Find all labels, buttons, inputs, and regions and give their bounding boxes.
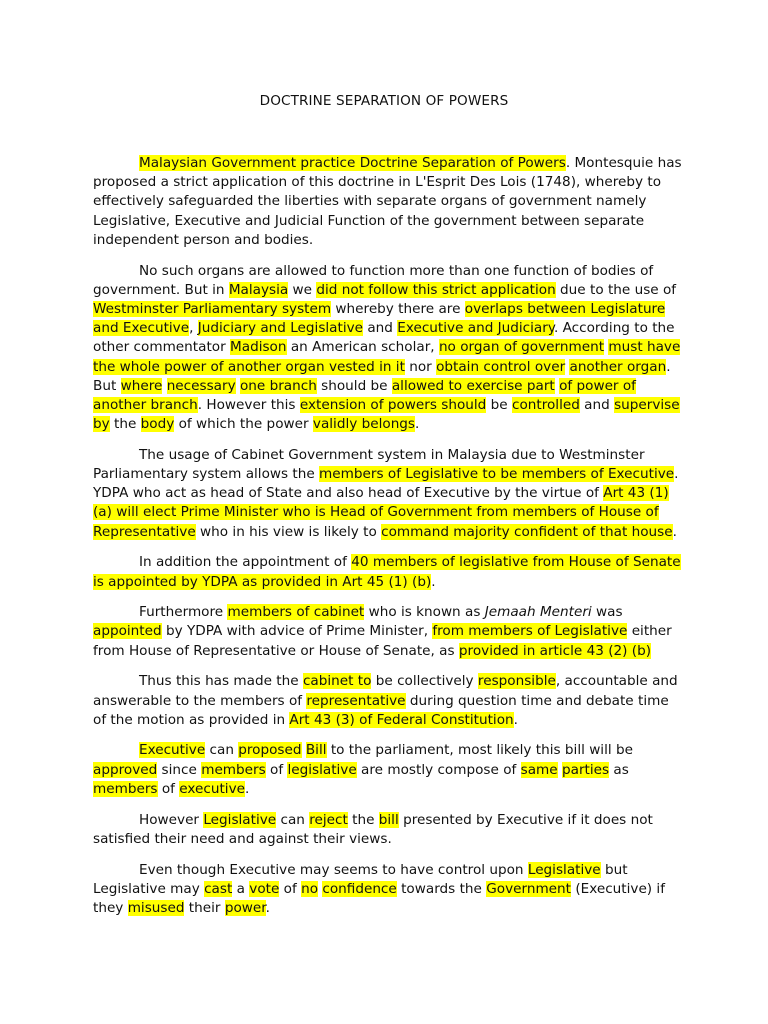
highlighted-text: from members of Legislative (432, 623, 628, 640)
text-run: . Montesquie has proposed a strict application of this doctrine in L'Esprit Des Lois (1748), whereby to effectively safeguarded the liberties with separate organs of government namely Legislative, Executive and Judicial Function of the government between separate independent person and bodies. (93, 155, 682, 248)
text-run: either from House of Representative or House of Senate, as (93, 623, 672, 659)
highlighted-text: Judiciary and Legislative (197, 320, 364, 337)
highlighted-text: confidence (322, 880, 397, 897)
text-run: the (109, 416, 141, 433)
document-title: DOCTRINE SEPARATION OF POWERS (259, 93, 509, 109)
paragraph (93, 741, 683, 799)
text-run: , (189, 320, 198, 337)
text-run: whereby there are (331, 300, 465, 317)
text-run: . According to the other commentator (93, 320, 675, 356)
text-run: , accountable and answerable to the members of (93, 673, 678, 709)
paragraph (93, 603, 683, 661)
text-run: be (486, 396, 512, 413)
highlighted-text: members (201, 761, 266, 778)
text-run: a (232, 880, 250, 897)
highlighted-text: 40 members of legislative from House of Senate is appointed by YDPA as provided in Art 45 (1) (b) (93, 554, 681, 590)
highlighted-text: Bill (305, 742, 327, 759)
text-run: was (591, 604, 623, 621)
text-run: and (363, 320, 398, 337)
highlighted-text: Art 43 (3) of Federal Constitution (289, 711, 514, 728)
highlighted-text: misused (127, 899, 185, 916)
highlighted-text: cabinet to (302, 673, 372, 690)
highlighted-text: no organ of government (438, 339, 605, 356)
text-run: who in his view is likely to (195, 523, 382, 540)
highlighted-text: Legislative (203, 811, 277, 828)
text-run: of (157, 780, 180, 797)
highlighted-text: where (120, 377, 163, 394)
text-run: . (672, 523, 677, 540)
highlighted-text: members of Legislative to be members of Executive (319, 466, 675, 483)
text-run: nor (404, 358, 437, 375)
text-run: . YDPA who act as head of State and also head of Executive by the virtue of (93, 466, 679, 502)
text-run: . But (93, 358, 671, 394)
highlighted-text: Executive (139, 742, 206, 759)
text-run: their (184, 899, 225, 916)
text-run: . (431, 573, 436, 590)
text-run: of (279, 880, 302, 897)
highlighted-text: members (93, 780, 158, 797)
highlighted-text: power (224, 899, 266, 916)
text-run: during question time and debate time of the motion as provided in (93, 692, 669, 728)
text-run: Thus this has made the (139, 673, 303, 690)
highlighted-text: did not follow this strict application (316, 281, 556, 298)
highlighted-text: reject (309, 811, 348, 828)
highlighted-text: executive (179, 780, 245, 797)
highlighted-text: must have the whole power of another organ vested in it (93, 339, 681, 375)
highlighted-text: approved (93, 761, 158, 778)
text-run: The usage of Cabinet Government system in Malaysia due to Westminster Parliamentary system allows the (93, 446, 645, 483)
text-run: should be (316, 377, 392, 394)
highlighted-text: responsible (477, 673, 556, 690)
paragraph (93, 811, 683, 849)
text-run: . (265, 899, 270, 916)
highlighted-text: provided in article 43 (2) (b) (458, 642, 652, 659)
highlighted-text: and Executive (93, 320, 190, 337)
text-run: and (579, 396, 615, 413)
highlighted-text: vote (249, 880, 280, 897)
highlighted-text: cast (204, 880, 233, 897)
highlighted-text: Westminster Parliamentary system (93, 300, 332, 317)
text-run: . (415, 416, 420, 433)
highlighted-text: Government (486, 880, 571, 897)
highlighted-text: supervise (614, 396, 680, 413)
highlighted-text: command majority confident of that house (381, 523, 673, 540)
text-run: . (244, 780, 250, 797)
highlighted-text: controlled (511, 396, 580, 413)
highlighted-text: necessary (166, 377, 236, 394)
highlighted-text: of power of another branch (93, 377, 636, 413)
highlighted-text: representative (306, 692, 406, 709)
highlighted-text: legislative (287, 761, 357, 778)
text-run: to the parliament, most likely this bill will be (326, 742, 633, 759)
text-run: can (276, 811, 310, 828)
highlighted-text: parties (562, 761, 610, 778)
text-run: who is known as (364, 604, 485, 621)
highlighted-text: validly belongs (312, 416, 416, 433)
highlighted-text: same (520, 761, 558, 778)
text-run: an American scholar, (286, 339, 439, 356)
paragraph (93, 672, 683, 730)
highlighted-text: another organ (569, 358, 667, 375)
highlighted-text: body (140, 416, 175, 433)
text-run: (Executive) if they (93, 880, 665, 916)
highlighted-text: Madison (230, 339, 287, 356)
text-run: presented by Executive if it does not satisfied their need and against their views. (93, 811, 653, 847)
highlighted-text: Art 43 (1) (a) will elect Prime Minister who is Head of Government from members of House of Representative (93, 485, 669, 540)
highlighted-text: Executive and Judiciary (397, 320, 554, 337)
highlighted-text: allowed to exercise part (391, 377, 555, 394)
text-run: the (347, 811, 379, 828)
text-run: However (139, 811, 204, 828)
highlighted-text: obtain control over (436, 358, 566, 375)
text-run: In addition the appointment of (139, 554, 352, 571)
text-run: can (205, 742, 239, 759)
text-run: by YDPA with advice of Prime Minister, (161, 623, 433, 640)
highlighted-text: overlaps between Legislature (464, 300, 666, 317)
paragraph (93, 553, 683, 591)
italic-text: Jemaah Menteri (484, 604, 592, 621)
text-run: Even though Executive may seems to have control upon (139, 861, 528, 878)
highlighted-text: proposed (238, 742, 302, 759)
highlighted-text: appointed (93, 623, 162, 640)
text-run: No such organs are allowed to function more than one function of bodies of government. But in (93, 262, 654, 298)
text-run: due to the use of (555, 281, 677, 298)
text-run: we (288, 281, 317, 298)
paragraph (93, 262, 683, 435)
highlighted-text: one branch (239, 377, 317, 394)
text-run: of which the power (174, 416, 313, 433)
highlighted-text: no (301, 880, 319, 897)
paragraph (93, 154, 683, 250)
highlighted-text: Legislative (527, 861, 601, 878)
text-run: . However this (197, 396, 300, 413)
text-run: be collectively (371, 673, 478, 690)
document-body (93, 154, 683, 930)
text-run: but Legislative may (93, 861, 628, 897)
highlighted-text: Malaysia (228, 281, 289, 298)
text-run: of (265, 761, 288, 778)
text-run: towards the (396, 880, 487, 897)
text-run: since (157, 761, 202, 778)
highlighted-text: by (93, 416, 110, 433)
highlighted-text: Malaysian Government practice Doctrine Separation of Powers (139, 155, 566, 171)
highlighted-text: extension of powers should (299, 396, 487, 413)
highlighted-text: bill (378, 811, 399, 828)
text-run: are mostly compose of (356, 761, 521, 778)
text-run: . (513, 711, 518, 728)
paragraph (93, 861, 683, 919)
text-run: Furthermore (139, 604, 228, 621)
text-run: as (609, 761, 629, 778)
highlighted-text: members of cabinet (227, 604, 365, 621)
paragraph (93, 446, 683, 542)
